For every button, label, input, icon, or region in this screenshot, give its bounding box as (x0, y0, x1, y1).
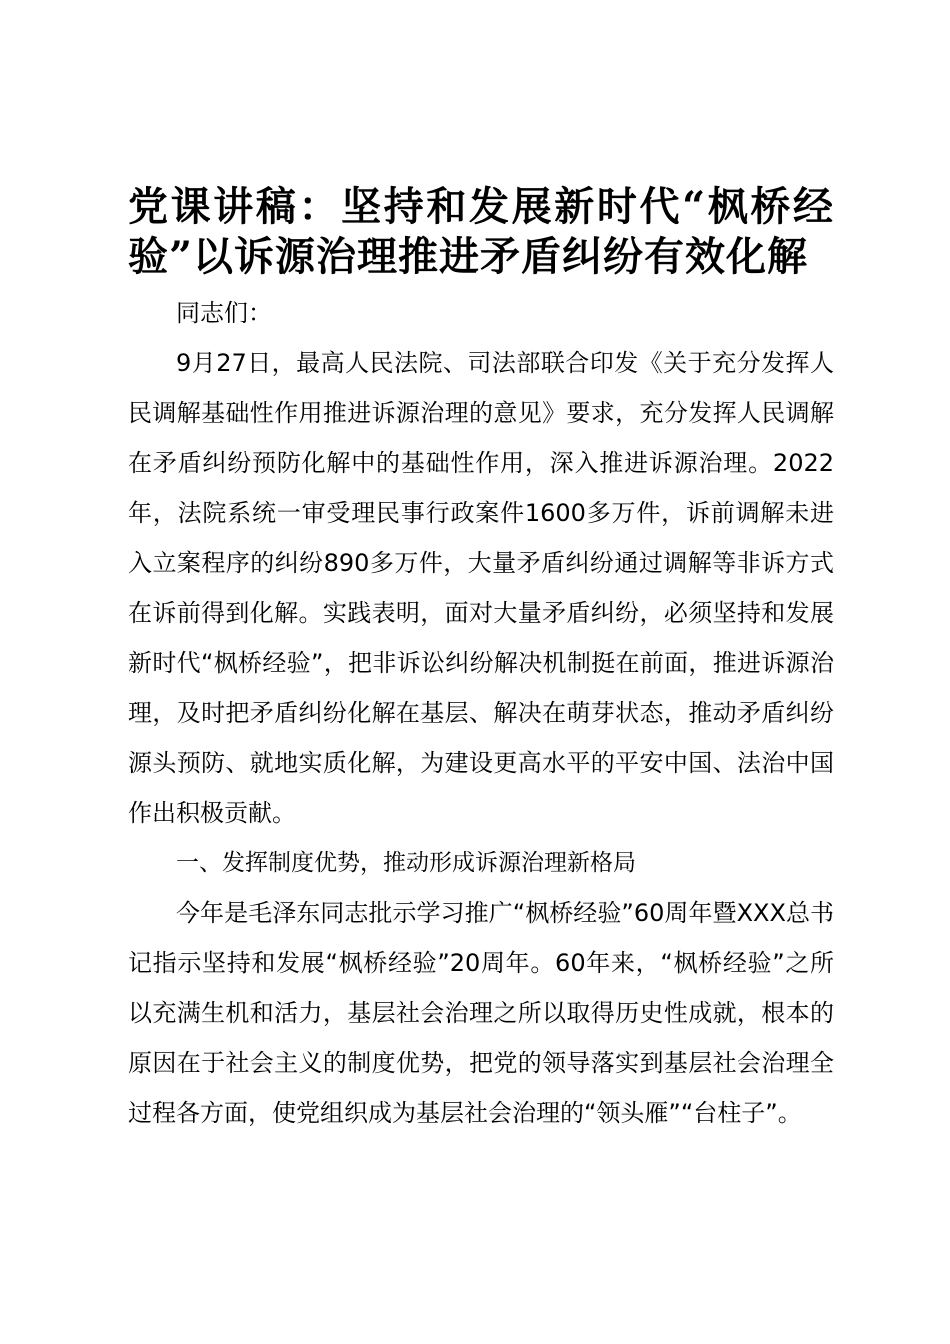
body-paragraph-1: 9月27日，最高人民法院、司法部联合印发《关于充分发挥人民调解基础性作用推进诉源治理的意见》要求，充分发挥人民调解在矛盾纠纷预防化解中的基础性作用，深入推进诉源治理。2022年，法院系统一审受理民事行政案件1600多万件，诉前调解未进入立案程序的纠纷890多万件，大量矛盾纠纷通过调解等非诉方式在诉前得到化解。实践表明，面对大量矛盾纠纷，必须坚持和发展新时代“枫桥经验”，把非诉讼纠纷解决机制挺在前面，推进诉源治理，及时把矛盾纠纷化解在基层、解决在萌芽状态，推动矛盾纠纷源头预防、就地实质化解，为建设更高水平的平安中国、法治中国作出积极贡献。 (128, 349, 834, 827)
greeting: 同志们： (176, 299, 272, 327)
section-heading-1: 一、发挥制度优势，推动形成诉源治理新格局 (176, 850, 636, 876)
section-paragraph-1: 今年是毛泽东同志批示学习推广“枫桥经验”60周年暨XXX总书记指示坚持和发展“枫桥经验”20周年。60年来，“枫桥经验”之所以充满生机和活力，基层社会治理之所以取得历史性成就，根本的原因在于社会主义的制度优势，把党的领导落实到基层社会治理全过程各方面，使党组织成为基层社会治理的“领头雁”“台柱子”。 (128, 899, 834, 1127)
document-title: 党课讲稿：坚持和发展新时代“枫桥经验”以诉源治理推进矛盾纠纷有效化解 (128, 183, 834, 280)
document-page (128, 182, 834, 1138)
